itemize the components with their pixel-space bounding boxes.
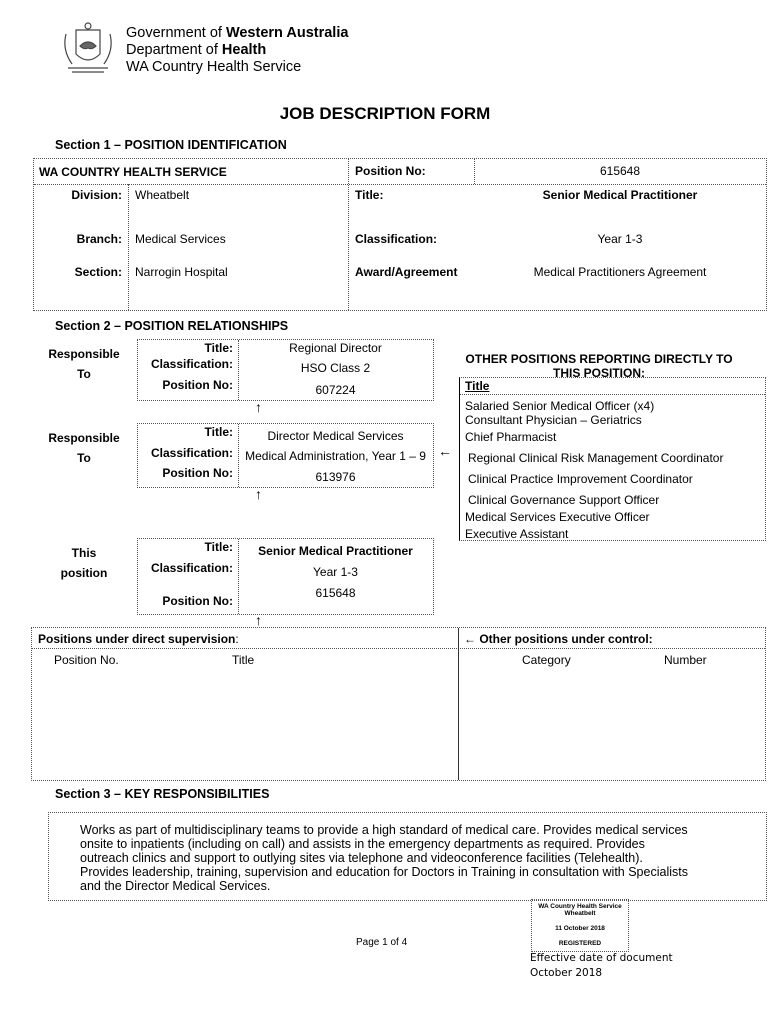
division-value: Wheatbelt bbox=[135, 188, 190, 202]
responsible1-box: Title: Regional Director Classification: HSO Class 2 Position No: 607224 bbox=[137, 339, 434, 401]
form-title: JOB DESCRIPTION FORM bbox=[279, 104, 491, 123]
section-label: Section: bbox=[74, 265, 122, 279]
up-arrow-icon: ↑ bbox=[255, 486, 262, 502]
title-value: Senior Medical Practitioner bbox=[542, 188, 698, 202]
list-item: Medical Services Executive Officer bbox=[465, 510, 650, 524]
supervision-table bbox=[31, 627, 766, 781]
list-item: Executive Assistant bbox=[465, 527, 569, 541]
registered-stamp: WA Country Health Service Wheatbelt 11 October 2018 REGISTERED bbox=[531, 899, 629, 952]
this-position-label: This position bbox=[60, 546, 108, 580]
col-category: Category bbox=[522, 653, 571, 667]
col-number: Number bbox=[664, 653, 707, 667]
award-label: Award/Agreement bbox=[355, 265, 458, 279]
responsible2-title: Director Medical Services bbox=[267, 429, 404, 443]
other-positions-heading: OTHER POSITIONS REPORTING DIRECTLY TO THIS POSITION: bbox=[465, 352, 733, 380]
section1-heading: Section 1 – POSITION IDENTIFICATION bbox=[55, 138, 287, 152]
division-label: Division: bbox=[71, 188, 122, 202]
list-item: Regional Clinical Risk Management Coordinator bbox=[468, 451, 724, 465]
position-no-label: Position No: bbox=[355, 164, 426, 178]
section2-heading: Section 2 – POSITION RELATIONSHIPS bbox=[55, 319, 289, 333]
this-position-class: Year 1-3 bbox=[313, 565, 358, 579]
this-position-posno: 615648 bbox=[315, 586, 356, 600]
key-responsibilities-box bbox=[48, 812, 767, 901]
list-item: Consultant Physician – Geriatrics bbox=[465, 413, 642, 427]
position-no-value: 615648 bbox=[599, 164, 641, 178]
responsibility-line: and the Director Medical Services. bbox=[80, 879, 271, 893]
title-label: Title: bbox=[355, 188, 384, 202]
responsibility-line: Works as part of multidisciplinary teams to provide a high standard of medical care. Provides medical services bbox=[80, 823, 688, 837]
branch-value: Medical Services bbox=[135, 232, 226, 246]
crest-logo bbox=[58, 20, 118, 78]
responsibility-line: onsite to inpatients (including on call) and assists in the emergency departments as required. Provides bbox=[80, 837, 645, 851]
up-arrow-icon: ↑ bbox=[255, 612, 262, 628]
responsible2-label: Responsible To bbox=[48, 431, 120, 465]
this-position-title: Senior Medical Practitioner bbox=[258, 544, 413, 558]
gov-line-1: Government of Western Australia bbox=[126, 25, 349, 41]
responsible1-label: Responsible To bbox=[48, 347, 120, 381]
responsibility-line: Provides leadership, training, supervision and education for Doctors in Training in consultation with Specialists bbox=[80, 865, 688, 879]
page-number: Page 1 of 4 bbox=[356, 937, 408, 948]
government-header bbox=[126, 25, 348, 76]
left-arrow-icon: ← bbox=[438, 443, 452, 459]
responsible2-posno: 613976 bbox=[315, 470, 356, 484]
classification-value: Year 1-3 bbox=[597, 232, 643, 246]
col-position-no: Position No. bbox=[54, 653, 119, 667]
effective-date: Effective date of document October 2018 bbox=[530, 952, 673, 979]
responsibility-line: outreach clinics and support to outlying sites via telephone and videoconference facilities (Telehealth). bbox=[80, 851, 643, 865]
under-supervision-label: Positions under direct supervision: bbox=[38, 632, 239, 646]
responsible1-title: Regional Director bbox=[289, 341, 382, 355]
list-item: Salaried Senior Medical Officer (x4) bbox=[465, 399, 655, 413]
up-arrow-icon: ↑ bbox=[255, 399, 262, 415]
classification-label: Classification: bbox=[355, 232, 438, 246]
responsible1-posno: 607224 bbox=[315, 383, 356, 397]
section-value: Narrogin Hospital bbox=[135, 265, 228, 279]
list-item: Clinical Practice Improvement Coordinator bbox=[468, 472, 693, 486]
list-item: Chief Pharmacist bbox=[465, 430, 557, 444]
responsible2-class: Medical Administration, Year 1 – 9 bbox=[245, 449, 426, 463]
gov-line-2: Department of Health bbox=[126, 42, 267, 58]
section3-heading: Section 3 – KEY RESPONSIBILITIES bbox=[55, 787, 270, 801]
col-title: Title bbox=[232, 653, 255, 667]
branch-label: Branch: bbox=[76, 232, 122, 246]
other-control-label: ← Other positions under control: bbox=[464, 632, 653, 646]
other-positions-title-label: Title bbox=[465, 379, 490, 393]
org-name: WA COUNTRY HEALTH SERVICE bbox=[39, 165, 227, 179]
other-positions-box bbox=[459, 377, 766, 541]
responsible2-box: Title: Director Medical Services Classification: Medical Administration, Year 1 – 9 Position No: 613976 bbox=[137, 423, 434, 488]
award-value: Medical Practitioners Agreement bbox=[533, 265, 707, 279]
left-arrow-icon: ← bbox=[464, 632, 480, 646]
this-position-box: Title: Senior Medical Practitioner Classification: Year 1-3 Position No: 615648 bbox=[137, 538, 434, 615]
list-item: Clinical Governance Support Officer bbox=[468, 493, 660, 507]
position-identification-table bbox=[33, 158, 767, 311]
gov-line-3: WA Country Health Service bbox=[126, 59, 302, 75]
responsible1-class: HSO Class 2 bbox=[300, 361, 371, 375]
